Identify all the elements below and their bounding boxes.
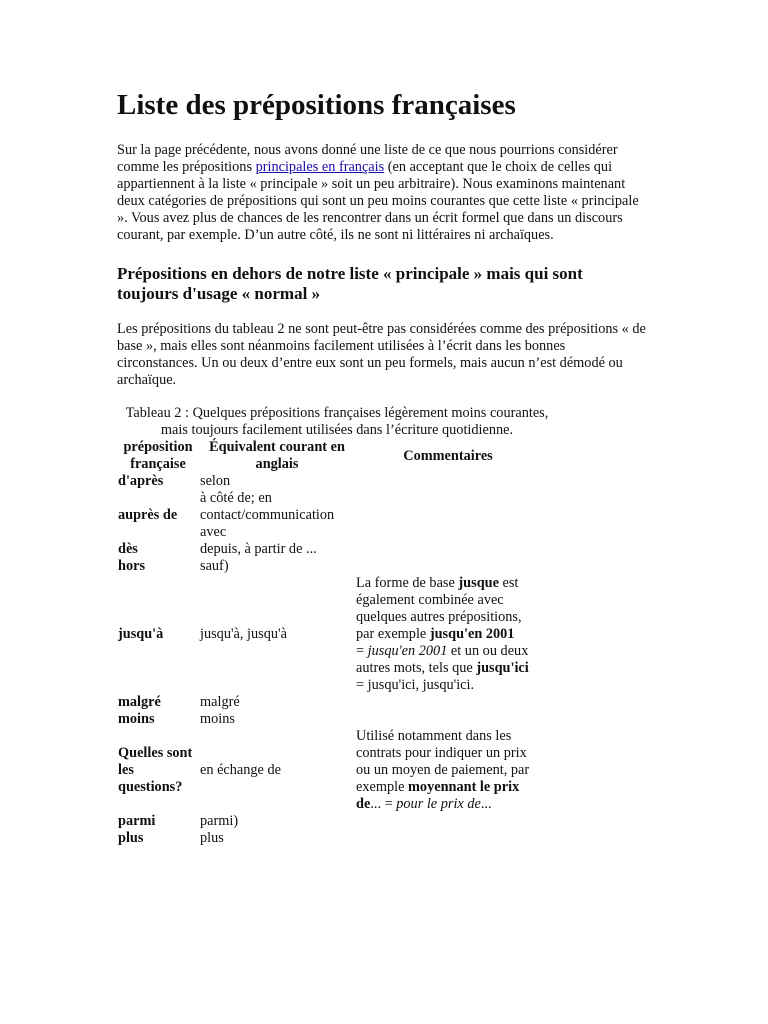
intro-paragraph: [117, 142, 647, 244]
comment-cell: [355, 473, 541, 490]
comment-bold: jusqu'en 2001: [429, 626, 515, 642]
english-cell: malgré: [200, 694, 240, 710]
english-cell: en échange de: [200, 762, 281, 778]
comment-bold: moyennant le prix de: [356, 779, 520, 812]
prep-cell: hors: [118, 558, 146, 574]
table-header-row: [117, 439, 541, 473]
comment-text: La forme de base: [356, 575, 459, 591]
prep-cell: plus: [118, 830, 144, 846]
principal-prepositions-link[interactable]: principales en français: [255, 159, 385, 175]
english-cell: à côté de; en contact/communication avec: [200, 490, 335, 540]
table-row: [117, 830, 541, 847]
table-row: [117, 575, 541, 694]
comment-italic: pour le prix de: [396, 796, 481, 812]
comment-cell: [355, 813, 541, 830]
english-cell: selon: [200, 473, 231, 489]
document-page: [117, 88, 647, 847]
comment-cell: [355, 711, 541, 728]
table-row: [117, 541, 541, 558]
comment-cell: [355, 558, 541, 575]
comment-cell: [355, 830, 541, 847]
section-heading: Prépositions en dehors de notre liste « principale » mais qui sont toujours d'usage « normal »: [117, 264, 583, 303]
prep-cell: dès: [118, 541, 138, 557]
prep-cell: auprès de: [118, 507, 178, 523]
table-row: [117, 558, 541, 575]
comment-text: ... =: [370, 796, 397, 812]
intro-text-end: (en acceptant que le choix de celles qui appartiennent à la liste « principale » soit un peu arbitraire). Nous examinons maintenant deux catégories de prépositions qui sont un peu moins courantes que cette liste « principale ». Vous avez plus de chances de les rencontrer dans un écrit formel que dans un discours courant, par exemple. D’un autre côté, ils ne sont ni littéraires ni archaïques.: [117, 159, 639, 243]
prep-cell: moins: [118, 711, 155, 727]
comment-cell: [355, 490, 541, 541]
header-preposition: préposition française: [123, 439, 193, 472]
page-title: Liste des prépositions françaises: [117, 89, 516, 121]
prep-cell: Quelles sont les questions?: [118, 745, 193, 795]
table-row: [117, 813, 541, 830]
english-cell: parmi): [200, 813, 239, 829]
prep-cell: malgré: [118, 694, 161, 710]
header-comments: Commentaires: [403, 447, 493, 464]
english-cell: sauf): [200, 558, 229, 574]
table-row: [117, 711, 541, 728]
comment-cell: [355, 728, 541, 813]
comment-text: et un ou deux autres mots, tels que: [356, 643, 529, 676]
comment-italic: jusqu'en 2001: [367, 643, 448, 659]
english-cell: depuis, à partir de ...: [200, 541, 317, 557]
comment-text: Utilisé notamment dans les contrats pour indiquer un prix ou un moyen de paiement, par exemple: [356, 728, 530, 795]
table-row: [117, 728, 541, 813]
comment-bold: jusqu'ici: [476, 660, 529, 676]
intro-text-start: Sur la page précédente, nous avons donné une liste de ce que nous pourrions considérer comme les prépositions: [117, 142, 618, 175]
table-row: [117, 694, 541, 711]
english-cell: plus: [200, 830, 224, 846]
prep-cell: d'après: [118, 473, 164, 489]
comment-cell: [355, 575, 541, 694]
comment-text: = jusqu'ici, jusqu'ici.: [356, 677, 475, 693]
english-cell: jusqu'à, jusqu'à: [200, 626, 287, 642]
prepositions-table: [117, 439, 541, 847]
comment-bold: jusque: [458, 575, 499, 591]
table-row: [117, 490, 541, 541]
comment-text: est également combinée avec quelques autres prépositions, par exemple: [356, 575, 522, 642]
english-cell: moins: [200, 711, 235, 727]
comment-text: =: [356, 643, 368, 659]
table-caption: Tableau 2 : Quelques prépositions françaises légèrement moins courantes, mais toujours facilement utilisées dans l’écriture quotidienne.: [125, 405, 549, 438]
comment-text: ...: [480, 796, 492, 812]
comment-cell: [355, 694, 541, 711]
table-row: [117, 473, 541, 490]
prep-cell: parmi: [118, 813, 156, 829]
prep-cell: jusqu'à: [118, 626, 164, 642]
section-paragraph: Les prépositions du tableau 2 ne sont peut-être pas considérées comme des prépositions « de base », mais elles sont néanmoins facilement utilisées à l’écrit dans les bonnes circonstances. Un ou deux d’entre eux sont un peu formels, mais aucun n’est démodé ou archaïque.: [117, 321, 646, 388]
comment-cell: [355, 541, 541, 558]
header-english: Équivalent courant en anglais: [209, 439, 345, 472]
